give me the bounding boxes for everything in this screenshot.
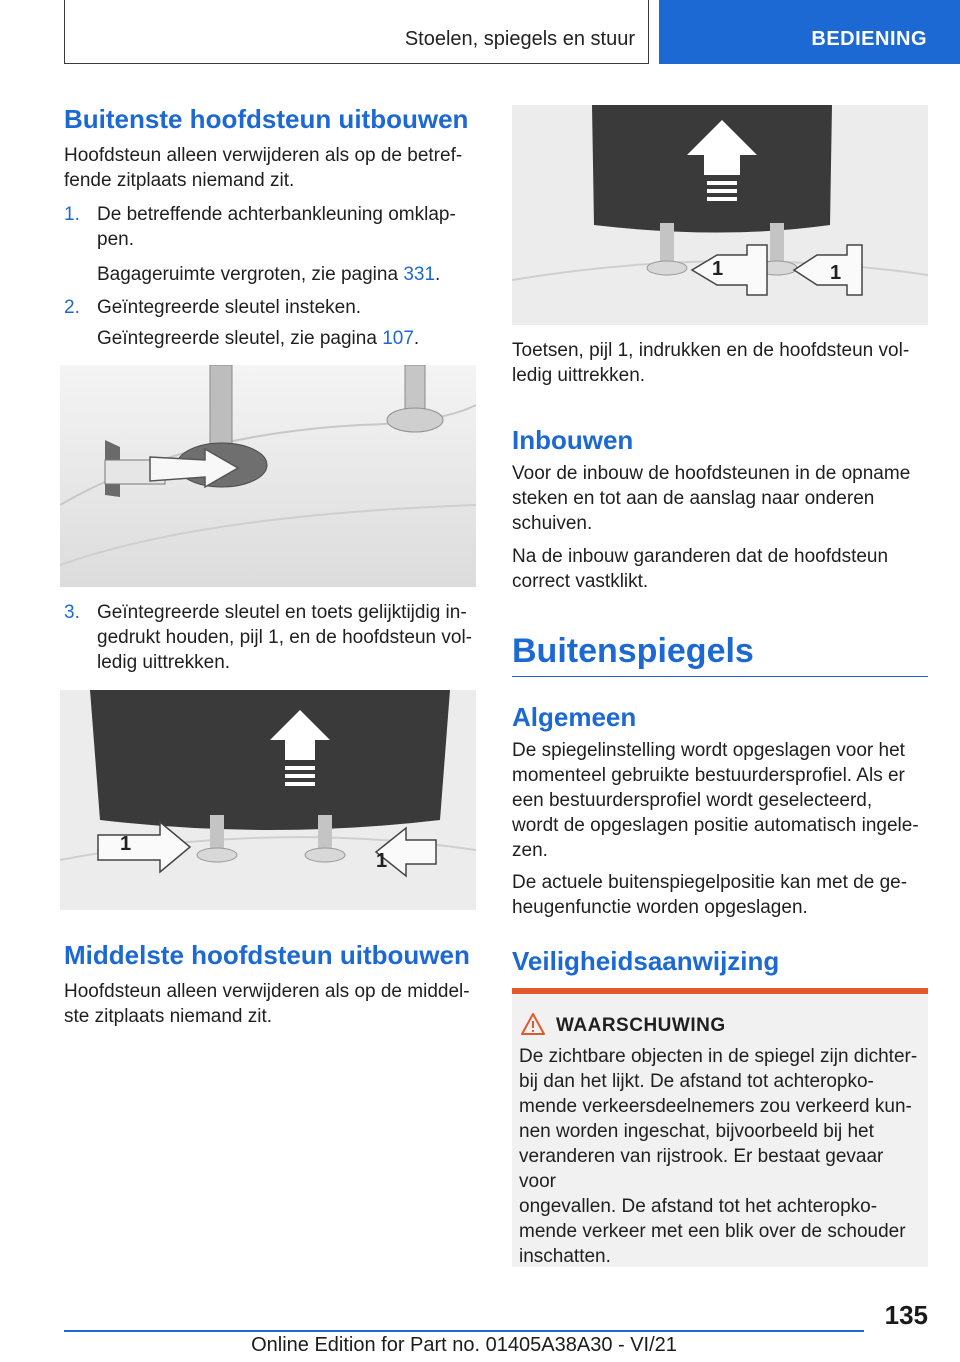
page-link-331[interactable]: 331	[403, 264, 436, 285]
heading-safety: Veiligheidsaanwijzing	[512, 946, 780, 976]
step-number: 1.	[64, 204, 80, 225]
heading-install: Inbouwen	[512, 425, 634, 455]
step-3-text: Geïntegreerde sleutel en toets gelijktijdig in- gedrukt houden, pijl 1, en de hoofdsteun vol- ledig uittrekken.	[97, 602, 472, 673]
page-link-107[interactable]: 107	[382, 328, 414, 349]
arrow-label-1: 1	[712, 258, 724, 280]
outer-intro: Hoofdsteun alleen verwijderen als op de betref- fende zitplaats niemand zit.	[64, 145, 463, 191]
middle-intro: Hoofdsteun alleen verwijderen als op de middel- ste zitplaats niemand zit.	[64, 981, 470, 1027]
figure-key-insertion	[60, 365, 476, 587]
step-2-text: Geïntegreerde sleutel insteken.	[97, 297, 362, 318]
step-2-ref: Geïntegreerde sleutel, zie pagina 107.	[97, 328, 420, 349]
chapter-title: BEDIENING	[811, 28, 927, 50]
section-title: Stoelen, spiegels en stuur	[404, 28, 635, 50]
warning-title: WAARSCHUWING	[556, 1015, 726, 1036]
figure-caption: Toetsen, pijl 1, indrukken en de hoofdsteun vol- ledig uittrekken.	[512, 340, 910, 386]
footer-edition: Online Edition for Part no. 01405A38A30 - VI/21	[251, 1334, 677, 1356]
heading-rule	[512, 676, 928, 677]
page-number: 135	[884, 1300, 928, 1330]
step-1-ref: Bagageruimte vergroten, zie pagina 331.	[97, 264, 441, 285]
install-paragraph-1: Voor de inbouw de hoofdsteunen in de opname steken en tot aan de aanslag naar onderen schuiven.	[512, 463, 911, 534]
warning-triangle-icon	[520, 1012, 546, 1036]
install-paragraph-2: Na de inbouw garanderen dat de hoofdsteun correct vastklikt.	[512, 546, 889, 592]
step-1-text: De betreffende achterbankleuning omklap- pen.	[97, 204, 456, 250]
warning-text: De zichtbare objecten in de spiegel zijn dichter- bij dan het lijkt. De afstand tot achteropko- mende verkeersdeelnemers zou verkeerd kun- nen worden ingeschat, bijvoorbeeld bij het veranderen van rijstrook. Er bestaat gevaar voor ongevallen. De afstand tot het achteropko- mende verkeer met een blik over de schouder inschatten.	[519, 1046, 918, 1267]
step-number: 2.	[64, 297, 80, 318]
arrow-label-1: 1	[376, 850, 388, 872]
figure-middle-headrest	[512, 105, 928, 325]
heading-middle-headrest: Middelste hoofdsteun uitbouwen	[64, 940, 470, 970]
general-paragraph-1: De spiegelinstelling wordt opgeslagen voor het momenteel gebruikte bestuurdersprofiel. Als er een bestuurdersprofiel wordt geselecteerd, wordt de opgeslagen positie automatisch ingele- zen.	[512, 740, 919, 861]
heading-outer-headrest: Buitenste hoofdsteun uitbouwen	[64, 104, 469, 134]
arrow-label-1: 1	[120, 833, 132, 855]
general-paragraph-2: De actuele buitenspiegelpositie kan met de ge- heugenfunctie worden opgeslagen.	[512, 872, 908, 918]
heading-general: Algemeen	[512, 702, 637, 732]
heading-mirrors: Buitenspiegels	[512, 632, 754, 670]
arrow-label-1: 1	[830, 262, 842, 284]
footer-rule	[64, 1330, 864, 1332]
figure-outer-headrest	[60, 690, 476, 910]
step-number: 3.	[64, 602, 80, 623]
